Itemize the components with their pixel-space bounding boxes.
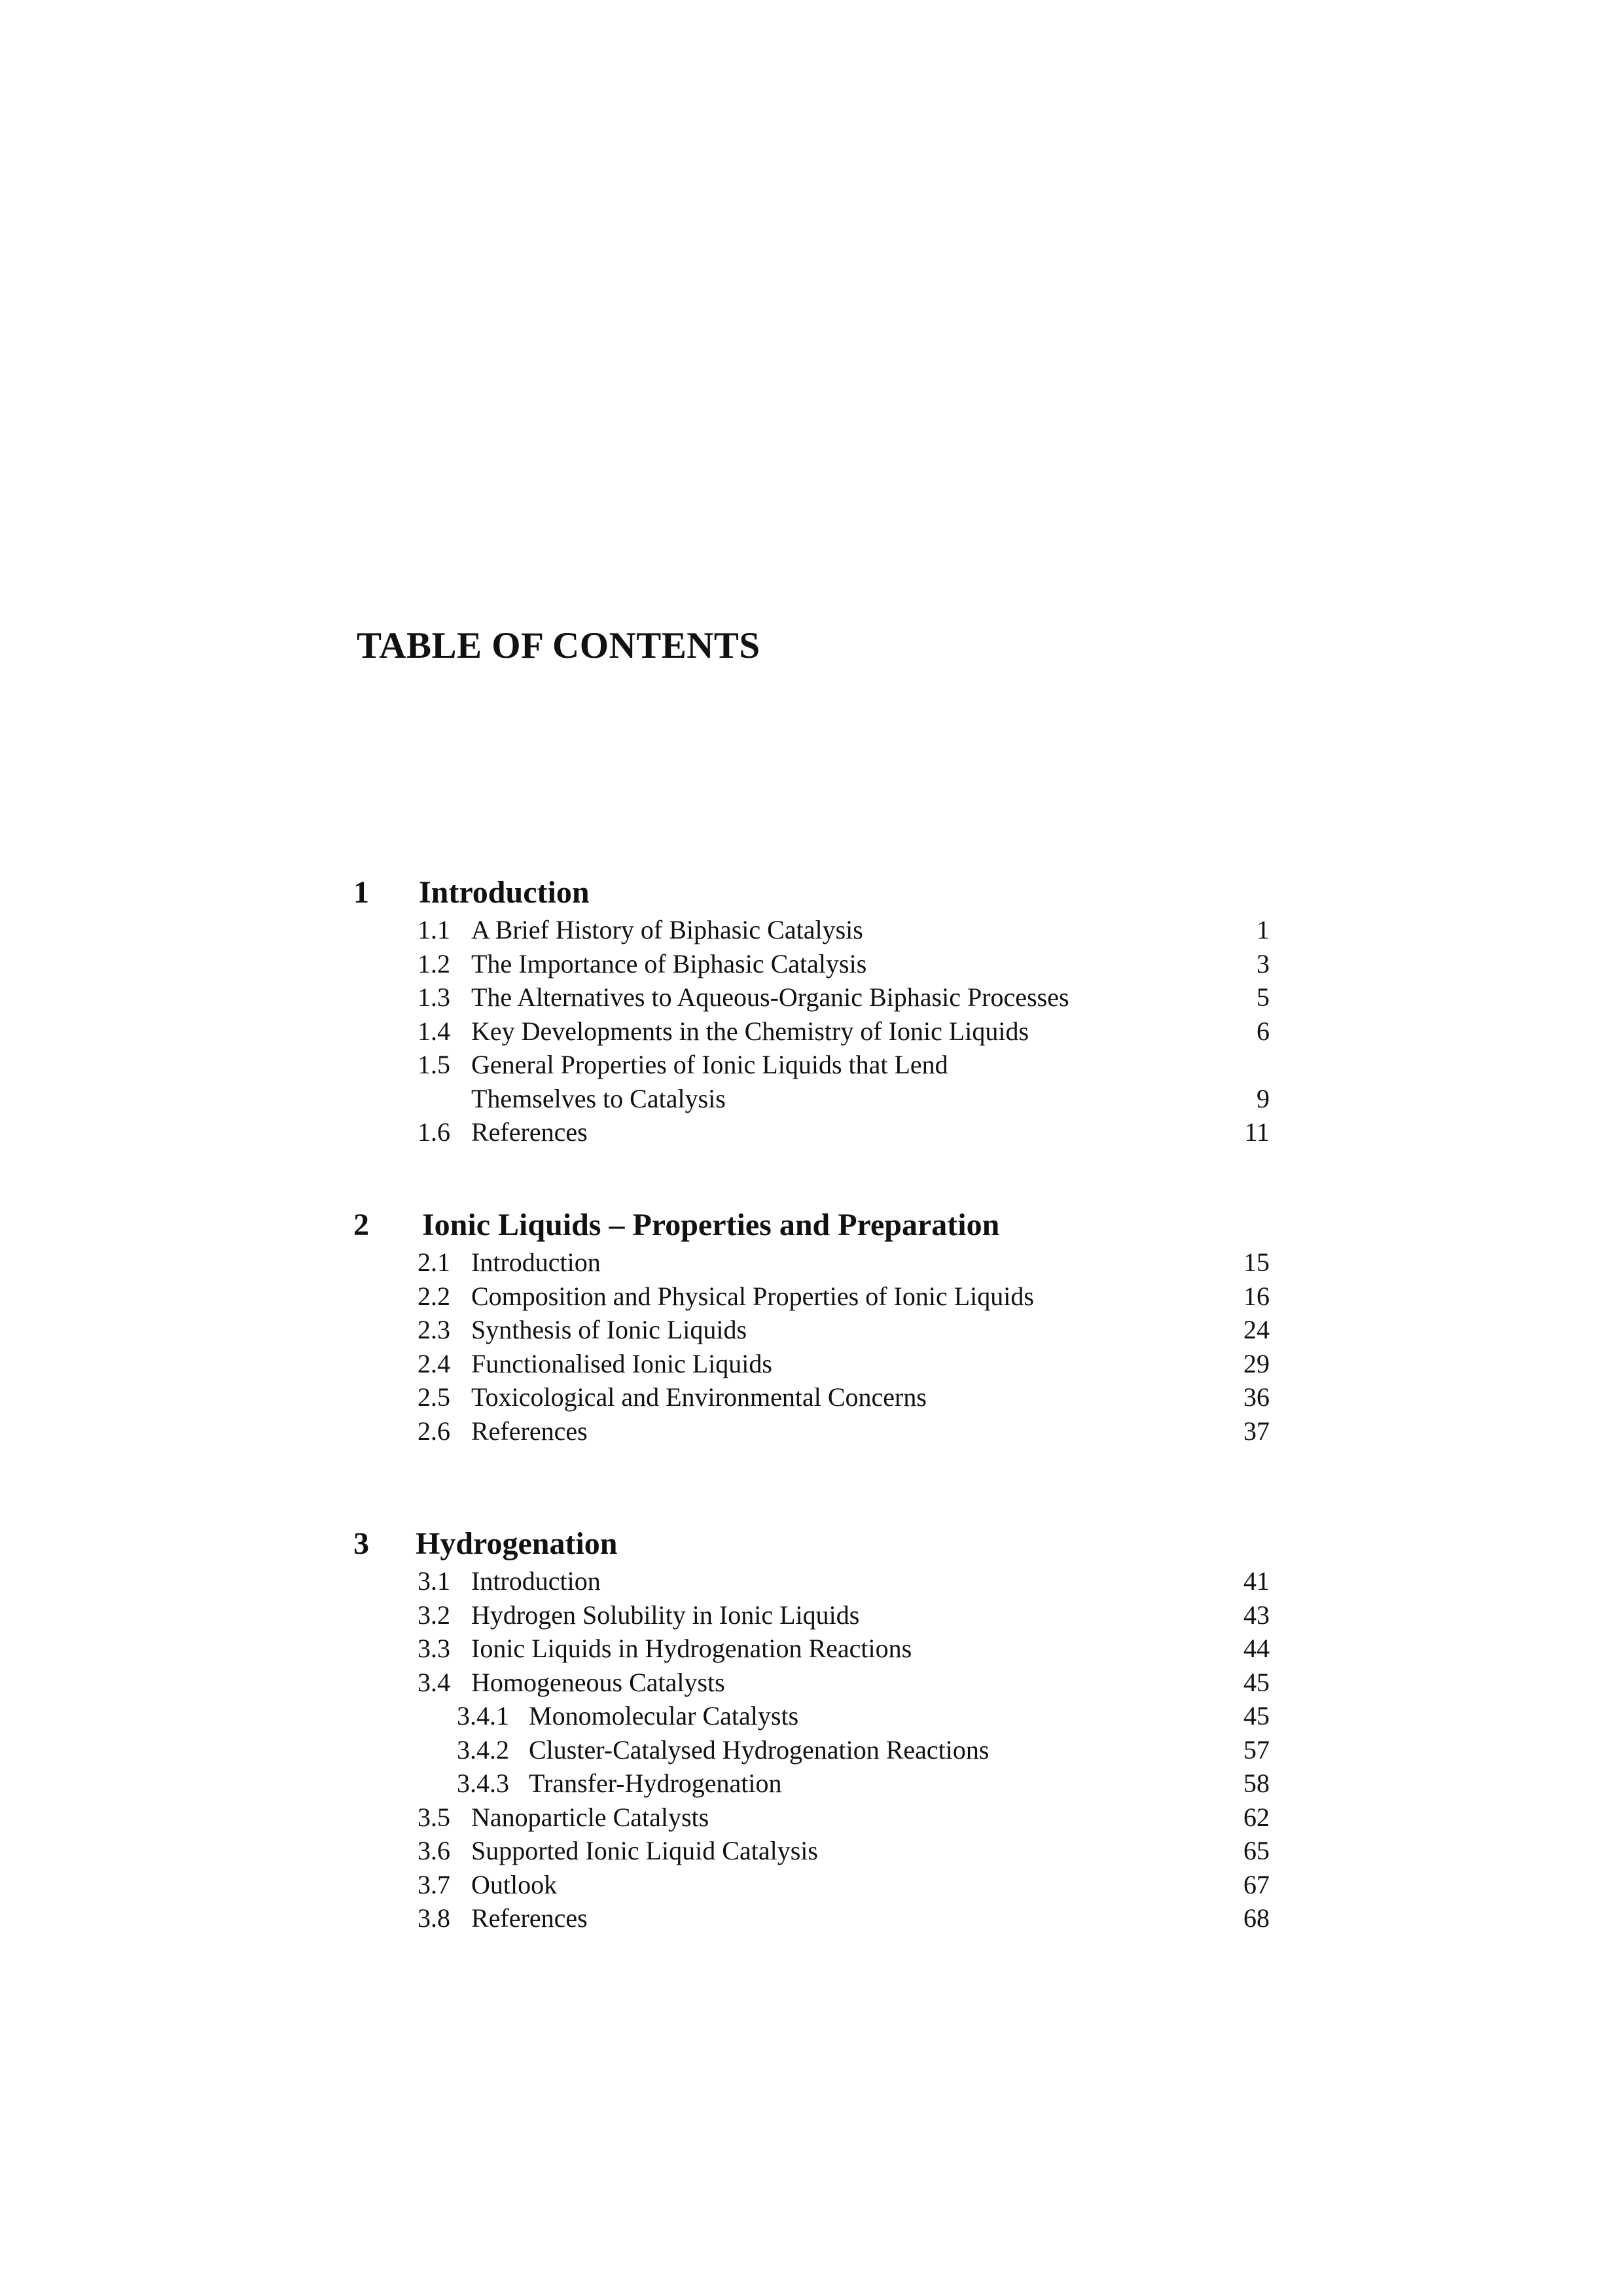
toc-entry-page: 44 <box>1243 1634 1270 1663</box>
chapter-title: Ionic Liquids – Properties and Preparation <box>422 1208 1000 1242</box>
toc-entry-title: Monomolecular Catalysts <box>529 1701 799 1731</box>
toc-entry-number: 1.2 <box>418 948 450 978</box>
chapter-number: 3 <box>353 1526 369 1561</box>
chapter-title: Introduction <box>419 875 590 910</box>
toc-entry-page: 29 <box>1243 1348 1270 1378</box>
toc-entry-number: 3.4.2 <box>457 1734 509 1765</box>
toc-entry-title: General Properties of Ionic Liquids that Lend <box>471 1050 948 1079</box>
toc-entry-title: Toxicological and Environmental Concerns <box>471 1382 927 1412</box>
chapter-1 <box>353 872 1270 1149</box>
chapter-3 <box>353 1524 1270 1935</box>
toc-entry-number: 2.6 <box>418 1416 450 1446</box>
toc-entry-title: References <box>471 1903 588 1933</box>
toc-entry-number: 3.3 <box>418 1634 450 1663</box>
toc-entry-title: Composition and Physical Properties of Ionic Liquids <box>471 1281 1034 1311</box>
chapter-title: Hydrogenation <box>416 1526 618 1561</box>
toc-entry-title: Functionalised Ionic Liquids <box>471 1348 772 1378</box>
toc-entry-page: 62 <box>1243 1802 1270 1832</box>
toc-entry-number: 3.6 <box>418 1836 450 1865</box>
toc-entry[interactable] <box>353 1347 1270 1381</box>
toc-entry-page: 41 <box>1243 1566 1270 1596</box>
toc-entry[interactable] <box>353 1598 1270 1632</box>
toc-entry[interactable] <box>353 1380 1270 1414</box>
page-title: TABLE OF CONTENTS <box>357 625 760 666</box>
toc-entry-page: 43 <box>1243 1600 1270 1630</box>
toc-list <box>353 913 1270 1149</box>
toc-list <box>353 1246 1270 1448</box>
toc-entry[interactable] <box>353 1414 1270 1448</box>
chapter-heading <box>353 1205 1270 1246</box>
toc-entry-page: 37 <box>1243 1416 1270 1446</box>
toc-entry[interactable] <box>353 947 1270 981</box>
toc-entry[interactable] <box>353 1834 1270 1868</box>
toc-entry-title: Outlook <box>471 1869 558 1899</box>
toc-entry-title: Key Developments in the Chemistry of Ionic Liquids <box>471 1016 1029 1046</box>
toc-subentry[interactable] <box>353 1767 1270 1801</box>
toc-entry-title: Cluster-Catalysed Hydrogenation Reactions <box>529 1734 990 1765</box>
toc-entry[interactable] <box>353 1901 1270 1935</box>
toc-entry[interactable] <box>353 1246 1270 1280</box>
toc-entry-title: The Alternatives to Aqueous-Organic Biphasic Processes <box>471 982 1069 1012</box>
toc-entry-title: Ionic Liquids in Hydrogenation Reactions <box>471 1634 912 1663</box>
toc-entry-page: 36 <box>1243 1382 1270 1412</box>
toc-entry-title: Introduction <box>471 1566 601 1596</box>
toc-entry-page: 57 <box>1243 1734 1270 1765</box>
toc-entry-title: The Importance of Biphasic Catalysis <box>471 948 867 978</box>
toc-entry-page: 9 <box>1257 1083 1270 1113</box>
toc-subentry[interactable] <box>353 1733 1270 1767</box>
toc-entry-number: 1.6 <box>418 1117 450 1147</box>
toc-entry[interactable] <box>353 1632 1270 1666</box>
toc-entry[interactable] <box>353 1801 1270 1835</box>
toc-entry-page: 45 <box>1243 1701 1270 1731</box>
toc-list <box>353 1564 1270 1935</box>
toc-entry-title: A Brief History of Biphasic Catalysis <box>471 915 863 944</box>
toc-entry-number: 3.1 <box>418 1566 450 1596</box>
toc-entry-number: 3.8 <box>418 1903 450 1933</box>
toc-entry[interactable] <box>353 1313 1270 1347</box>
toc-entry-number: 3.4 <box>418 1667 450 1697</box>
toc-entry-number: 3.5 <box>418 1802 450 1832</box>
toc-entry-number: 1.3 <box>418 982 450 1012</box>
toc-entry-number: 1.5 <box>418 1050 450 1079</box>
toc-entry-number: 3.4.3 <box>457 1768 509 1798</box>
toc-entry-page: 5 <box>1257 982 1270 1012</box>
toc-entry-continuation[interactable] <box>353 1082 1270 1116</box>
toc-entry-title: Hydrogen Solubility in Ionic Liquids <box>471 1600 860 1630</box>
toc-entry-title: Supported Ionic Liquid Catalysis <box>471 1836 818 1865</box>
toc-entry-title: References <box>471 1416 588 1446</box>
toc-entry-title: Transfer-Hydrogenation <box>529 1768 782 1798</box>
toc-entry-page: 15 <box>1243 1247 1270 1277</box>
toc-entry-page: 67 <box>1243 1869 1270 1899</box>
toc-entry-title: Homogeneous Catalysts <box>471 1667 725 1697</box>
toc-entry-title: Introduction <box>471 1247 601 1277</box>
toc-entry-page: 16 <box>1243 1281 1270 1311</box>
toc-entry-number: 1.4 <box>418 1016 450 1046</box>
chapter-number: 1 <box>353 875 369 910</box>
toc-entry-number: 2.5 <box>418 1382 450 1412</box>
toc-entry-page: 11 <box>1244 1117 1270 1147</box>
toc-entry[interactable] <box>353 1666 1270 1700</box>
toc-entry-title: Themselves to Catalysis <box>471 1083 726 1113</box>
toc-entry-page: 3 <box>1257 948 1270 978</box>
toc-entry[interactable] <box>353 1868 1270 1902</box>
toc-entry-number: 3.2 <box>418 1600 450 1630</box>
toc-entry-title: Nanoparticle Catalysts <box>471 1802 709 1832</box>
toc-entry-number: 2.3 <box>418 1315 450 1344</box>
toc-entry[interactable] <box>353 980 1270 1014</box>
toc-entry-page: 6 <box>1257 1016 1270 1046</box>
toc-entry[interactable] <box>353 913 1270 947</box>
toc-entry-number: 1.1 <box>418 915 450 944</box>
toc-entry[interactable] <box>353 1564 1270 1598</box>
toc-entry[interactable] <box>353 1048 1270 1082</box>
toc-entry-number: 2.4 <box>418 1348 450 1378</box>
chapter-heading <box>353 872 1270 913</box>
toc-entry[interactable] <box>353 1280 1270 1314</box>
toc-subentry[interactable] <box>353 1699 1270 1733</box>
toc-entry-page: 65 <box>1243 1836 1270 1865</box>
toc-entry-title: References <box>471 1117 588 1147</box>
toc-entry-title: Synthesis of Ionic Liquids <box>471 1315 747 1344</box>
toc-entry-number: 3.4.1 <box>457 1701 509 1731</box>
chapter-2 <box>353 1205 1270 1448</box>
toc-entry-page: 1 <box>1257 915 1270 944</box>
toc-entry-number: 2.1 <box>418 1247 450 1277</box>
chapter-heading <box>353 1524 1270 1564</box>
toc-entry-page: 45 <box>1243 1667 1270 1697</box>
toc-entry[interactable] <box>353 1014 1270 1049</box>
toc-entry-page: 68 <box>1243 1903 1270 1933</box>
toc-entry-page: 58 <box>1243 1768 1270 1798</box>
toc-entry[interactable] <box>353 1115 1270 1149</box>
toc-entry-page: 24 <box>1243 1315 1270 1344</box>
toc-entry-number: 2.2 <box>418 1281 450 1311</box>
toc-entry-number: 3.7 <box>418 1869 450 1899</box>
chapter-number: 2 <box>353 1208 369 1242</box>
